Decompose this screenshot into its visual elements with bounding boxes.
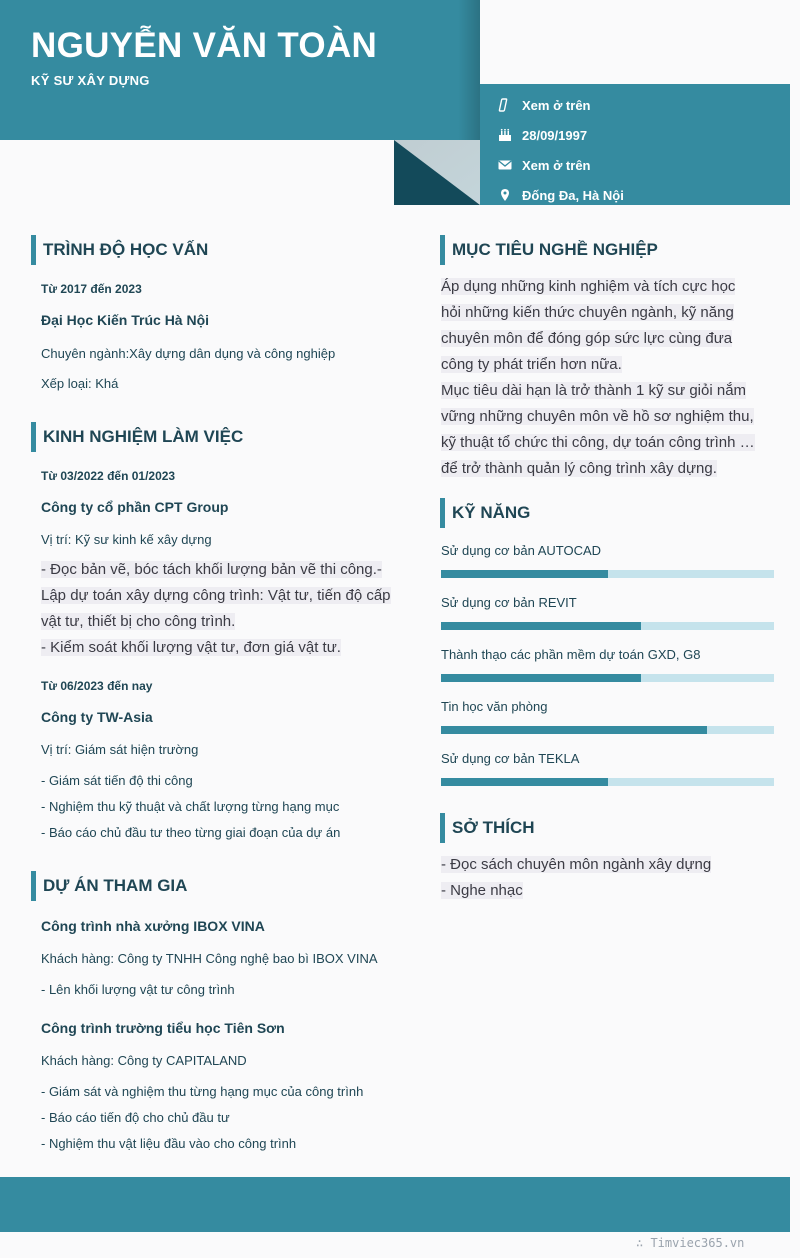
objective-line: vững những chuyên môn về hồ sơ nghiệm thu, — [441, 408, 754, 425]
education-rank: Xếp loại: Khá — [41, 376, 119, 391]
section-title-hobbies: SỞ THÍCH — [440, 813, 535, 843]
skill-bar-fill — [441, 570, 608, 578]
job-company: Công ty TW-Asia — [41, 709, 153, 725]
skill-bar — [441, 726, 774, 734]
section-title-experience: KINH NGHIỆM LÀM VIỆC — [31, 422, 243, 452]
job-duty-line: vật tư, thiết bị cho công trình. — [41, 613, 236, 630]
objective-line: hỏi những kiến thức chuyên ngành, kỹ năng — [441, 304, 734, 321]
skill-bar-fill — [441, 778, 608, 786]
job-duty-line: - Giám sát tiến độ thi công — [41, 773, 193, 788]
objective-line: công ty phát triển hơn nữa. — [441, 356, 622, 373]
skill-bar — [441, 778, 774, 786]
contact-address — [498, 185, 624, 205]
job-position: Vị trí: Giám sát hiện trường — [41, 742, 199, 757]
skill-bar-fill — [441, 726, 707, 734]
project-task-line: - Nghiệm thu vật liệu đầu vào cho công trình — [41, 1136, 297, 1151]
candidate-name: NGUYỄN VĂN TOÀN — [31, 26, 378, 65]
header-banner — [0, 0, 480, 140]
section-title-skills: KỸ NĂNG — [440, 498, 530, 528]
project-task-line: - Giám sát và nghiệm thu từng hạng mục của công trình — [41, 1084, 364, 1099]
hobby-line: - Đọc sách chuyên môn ngành xây dựng — [441, 856, 712, 873]
birthday-cake-icon — [498, 128, 512, 142]
skill-name: Tin học văn phòng — [441, 699, 548, 714]
job-duties — [41, 557, 421, 661]
job-position: Vị trí: Kỹ sư kinh kế xây dựng — [41, 532, 212, 547]
objective-line: kỹ thuật tổ chức thi công, dự toán công trình … — [441, 434, 755, 451]
job-duty-line: Lập dự toán xây dựng công trình: Vật tư, tiến độ cấp — [41, 587, 391, 604]
job-duty-line: - Báo cáo chủ đầu tư theo từng giai đoạn của dự án — [41, 825, 341, 840]
hobby-line: - Nghe nhạc — [441, 882, 523, 899]
header-shadow — [458, 0, 480, 140]
education-school: Đại Học Kiến Trúc Hà Nội — [41, 312, 210, 328]
skill-bar-fill — [441, 674, 641, 682]
contact-birthday — [498, 125, 587, 145]
objective-line: để trở thành quản lý công trình xây dựng. — [441, 460, 717, 477]
contact-panel — [480, 84, 790, 205]
job-company: Công ty cổ phần CPT Group — [41, 499, 229, 515]
contact-email — [498, 155, 591, 175]
job-period: Từ 03/2022 đến 01/2023 — [41, 469, 176, 483]
job-title: KỸ SƯ XÂY DỰNG — [31, 73, 150, 88]
objective-text — [441, 274, 786, 482]
contact-email-text: Xem ở trên — [522, 157, 591, 173]
brand-watermark: ∴ Timviec365.vn — [636, 1236, 745, 1250]
contact-phone-text: Xem ở trên — [522, 97, 591, 113]
skill-name: Sử dụng cơ bản REVIT — [441, 595, 577, 610]
project-task-line: - Báo cáo tiến độ cho chủ đầu tư — [41, 1110, 230, 1125]
contact-address-text: Đống Đa, Hà Nội — [522, 187, 624, 203]
skill-bar — [441, 622, 774, 630]
objective-line: chuyên môn để đóng góp sức lực cùng đưa — [441, 330, 733, 347]
objective-line: Mục tiêu dài hạn là trở thành 1 kỹ sư giỏi nắm — [441, 382, 747, 399]
contact-birthday-text: 28/09/1997 — [522, 127, 588, 143]
header-fold-corner — [394, 140, 480, 205]
objective-line: Áp dụng những kinh nghiệm và tích cực học — [441, 278, 736, 295]
contact-phone — [498, 95, 591, 115]
section-title-education: TRÌNH ĐỘ HỌC VẤN — [31, 235, 208, 265]
project-client: Khách hàng: Công ty TNHH Công nghệ bao bì IBOX VINA — [41, 951, 378, 966]
skill-bar-fill — [441, 622, 641, 630]
education-period: Từ 2017 đến 2023 — [41, 282, 142, 296]
job-duty-line: - Nghiệm thu kỹ thuật và chất lượng từng hạng mục — [41, 799, 340, 814]
skill-bar — [441, 570, 774, 578]
project-client: Khách hàng: Công ty CAPITALAND — [41, 1053, 247, 1068]
job-duty-line: - Đọc bản vẽ, bóc tách khối lượng bản vẽ thi công.- — [41, 561, 382, 578]
map-marker-icon — [498, 188, 512, 202]
footer-band — [0, 1177, 790, 1232]
section-title-projects: DỰ ÁN THAM GIA — [31, 871, 187, 901]
job-period: Từ 06/2023 đến nay — [41, 679, 153, 693]
project-task-line: - Lên khối lượng vật tư công trình — [41, 982, 235, 997]
phone-icon — [498, 98, 512, 112]
skill-bar — [441, 674, 774, 682]
hobbies-text — [441, 852, 786, 904]
envelope-icon — [498, 158, 512, 172]
project-name: Công trình trường tiểu học Tiên Sơn — [41, 1020, 285, 1036]
education-major: Chuyên ngành:Xây dựng dân dụng và công nghiệp — [41, 346, 336, 361]
job-duty-line: - Kiểm soát khối lượng vật tư, đơn giá vật tư. — [41, 639, 341, 656]
section-title-objective: MỤC TIÊU NGHỀ NGHIỆP — [440, 235, 658, 265]
project-name: Công trình nhà xưởng IBOX VINA — [41, 918, 265, 934]
skill-name: Sử dụng cơ bản TEKLA — [441, 751, 580, 766]
skill-name: Thành thạo các phần mềm dự toán GXD, G8 — [441, 647, 701, 662]
skill-name: Sử dụng cơ bản AUTOCAD — [441, 543, 602, 558]
